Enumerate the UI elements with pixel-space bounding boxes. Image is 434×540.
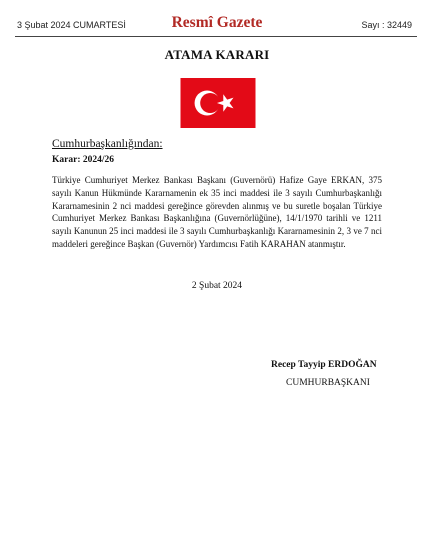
header-date: 3 Şubat 2024 CUMARTESİ <box>17 20 126 30</box>
decision-number: Karar: 2024/26 <box>52 155 115 165</box>
gazette-title: Resmî Gazete <box>171 14 263 31</box>
header-divider <box>15 36 417 37</box>
turkish-flag-icon <box>180 78 256 128</box>
decision-date: 2 Şubat 2024 <box>191 281 243 291</box>
decision-title: ATAMA KARARI <box>164 47 270 62</box>
signatory-title: CUMHURBAŞKANI <box>286 378 370 388</box>
issuer: Cumhurbaşkanlığından: <box>52 138 163 150</box>
issue-number: Sayı : 32449 <box>361 20 412 30</box>
decision-body: Türkiye Cumhuriyet Merkez Bankası Başkanı (Guvernörü) Hafize Gaye ERKAN, 375 sayılı Kanun Hükmünde Kararnamenin ek 35 inci maddesi ile 3 sayılı Cumhurbaşkanlığı Kararnamesinin 2 nci maddesi gereğince görevden alınmış ve bu suretle boşalan Türkiye Cumhuriyet Merkez Bankası Başkanlığına (Guvernörlüğüne), 14/1/1970 tarihli ve 1211 sayılı Kanunun 25 inci maddesi ile 3 sayılı Cumhurbaşkanlığı Kararnamesinin 2, 3 ve 7 nci maddeleri gereğince Başkan (Guvernör) Yardımcısı Fatih KARAHAN atanmıştır. <box>52 175 382 249</box>
signatory-name: Recep Tayyip ERDOĞAN <box>271 360 377 370</box>
